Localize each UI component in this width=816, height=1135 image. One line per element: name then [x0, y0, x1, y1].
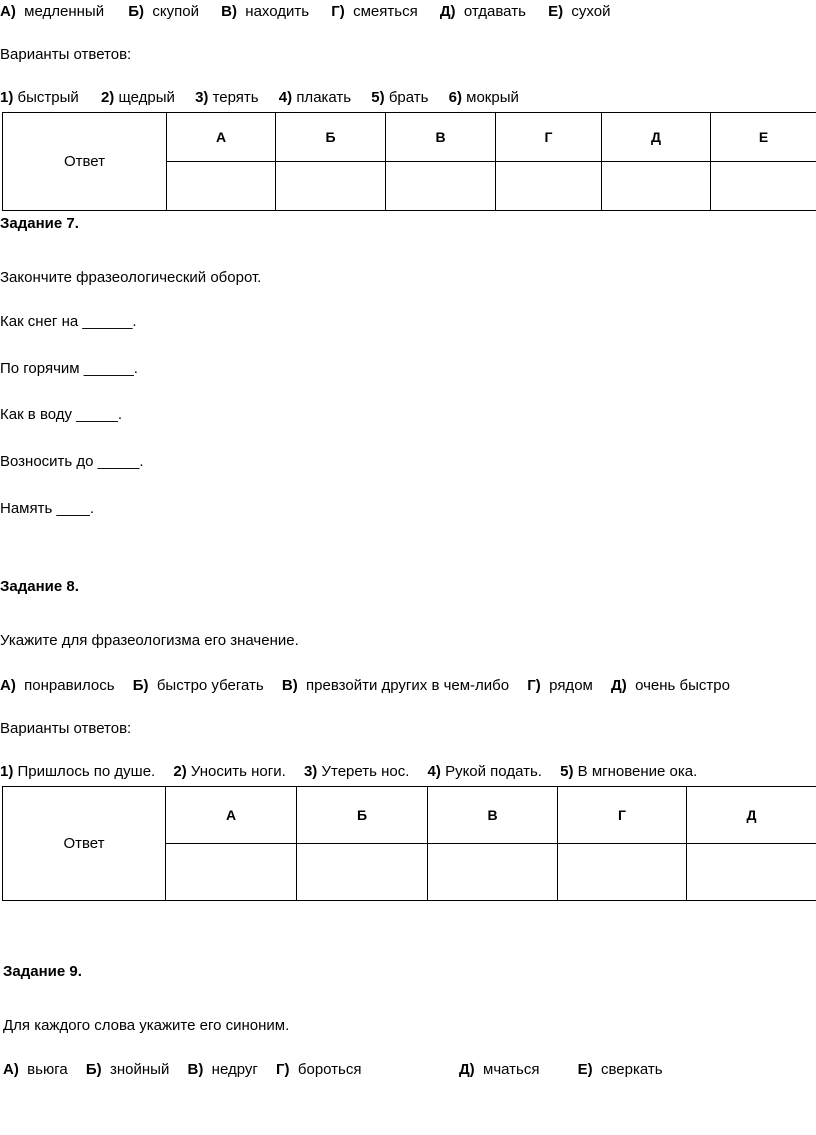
task7-item: По горячим ______.: [0, 360, 138, 377]
word: медленный: [24, 3, 105, 20]
option-number: 3): [195, 89, 209, 106]
task9-instruction: Для каждого слова укажите его синоним.: [3, 1017, 290, 1034]
option-number: 1): [0, 763, 14, 780]
column-header: В: [428, 787, 558, 844]
task8-instruction: Укажите для фразеологизма его значение.: [0, 632, 299, 649]
column-header: А: [166, 787, 297, 844]
word: скупой: [152, 3, 199, 20]
task8-variants-label: Варианты ответов:: [0, 720, 132, 737]
task9-words-right: [459, 1060, 663, 1080]
task6-answer-table: [2, 112, 816, 211]
option-number: 2): [173, 763, 187, 780]
column-header: Д: [602, 113, 711, 162]
task8-answer-table: [2, 786, 816, 901]
word: смеяться: [353, 3, 418, 20]
word-letter: А): [0, 3, 16, 20]
answer-cell[interactable]: [167, 162, 276, 211]
task6-variants-label: Варианты ответов:: [0, 46, 132, 63]
word: отдавать: [463, 3, 526, 20]
word-letter: Е): [548, 3, 564, 20]
word: сухой: [571, 3, 611, 20]
option-text: Утереть нос.: [321, 763, 410, 780]
task7-item: Как снег на ______.: [0, 313, 137, 330]
answer-cell[interactable]: [428, 844, 558, 901]
option-text: брать: [388, 89, 429, 106]
option-number: 4): [427, 763, 441, 780]
task8-words: [0, 676, 730, 696]
column-header: В: [386, 113, 496, 162]
word: сверкать: [601, 1061, 663, 1078]
word-letter: Г): [331, 3, 345, 20]
word-letter: А): [3, 1061, 19, 1078]
word-letter: Д): [611, 677, 627, 694]
word-letter: В): [281, 677, 298, 694]
column-header: Г: [558, 787, 687, 844]
task9-words: [3, 1060, 813, 1080]
answer-cell[interactable]: [386, 162, 496, 211]
word-letter: А): [0, 677, 16, 694]
task9-title: Задание 9.: [3, 963, 82, 980]
option-number: 6): [448, 89, 462, 106]
option-number: 5): [371, 89, 385, 106]
answer-cell[interactable]: [558, 844, 687, 901]
option-number: 1): [0, 89, 14, 106]
task7-item: Возносить до _____.: [0, 453, 144, 470]
word-letter: Б): [85, 1061, 102, 1078]
word-letter: Д): [459, 1061, 475, 1078]
word: находить: [245, 3, 310, 20]
option-text: плакать: [296, 89, 352, 106]
answer-cell[interactable]: [711, 162, 816, 211]
option-text: щедрый: [118, 89, 175, 106]
task6-options: [0, 88, 519, 108]
answer-cell[interactable]: [276, 162, 386, 211]
word: бороться: [297, 1061, 362, 1078]
word: быстро убегать: [156, 677, 264, 694]
word-letter: В): [187, 1061, 204, 1078]
task8-options: [0, 762, 697, 782]
option-number: 2): [100, 89, 115, 106]
option-text: В мгновение ока.: [577, 763, 698, 780]
word: рядом: [549, 677, 593, 694]
answer-cell[interactable]: [166, 844, 297, 901]
task8-title: Задание 8.: [0, 578, 79, 595]
word-letter: Е): [577, 1061, 593, 1078]
word: превзойти других в чем-либо: [306, 677, 510, 694]
word-letter: Д): [439, 3, 456, 20]
task7-title: Задание 7.: [0, 215, 79, 232]
column-header: Б: [276, 113, 386, 162]
column-header: Е: [711, 113, 816, 162]
answer-cell[interactable]: [602, 162, 711, 211]
word: недруг: [211, 1061, 258, 1078]
task7-item: Намять ____.: [0, 500, 94, 517]
answer-row-label: Ответ: [3, 113, 167, 211]
word: понравилось: [24, 677, 115, 694]
answer-cell[interactable]: [496, 162, 602, 211]
option-number: 3): [303, 763, 318, 780]
option-text: быстрый: [17, 89, 79, 106]
word-letter: Б): [132, 677, 149, 694]
word-letter: Б): [128, 3, 145, 20]
option-number: 4): [278, 89, 293, 106]
word-letter: Г): [527, 677, 541, 694]
word: мчаться: [483, 1061, 540, 1078]
answer-row-label: Ответ: [3, 787, 166, 901]
column-header: А: [167, 113, 276, 162]
option-text: терять: [212, 89, 259, 106]
column-header: Д: [687, 787, 816, 844]
word: вьюга: [27, 1061, 68, 1078]
option-text: Рукой подать.: [445, 763, 542, 780]
option-text: Пришлось по душе.: [17, 763, 156, 780]
task7-item: Как в воду _____.: [0, 406, 123, 423]
answer-cell[interactable]: [297, 844, 428, 901]
word-letter: В): [221, 3, 237, 20]
option-text: мокрый: [466, 89, 519, 106]
option-number: 5): [560, 763, 574, 780]
option-text: Уносить ноги.: [190, 763, 286, 780]
word-letter: Г): [276, 1061, 290, 1078]
answer-cell[interactable]: [687, 844, 816, 901]
column-header: Г: [496, 113, 602, 162]
task6-words: [0, 2, 610, 22]
column-header: Б: [297, 787, 428, 844]
task7-instruction: Закончите фразеологический оборот.: [0, 269, 262, 286]
word: знойный: [110, 1061, 170, 1078]
word: очень быстро: [635, 677, 730, 694]
